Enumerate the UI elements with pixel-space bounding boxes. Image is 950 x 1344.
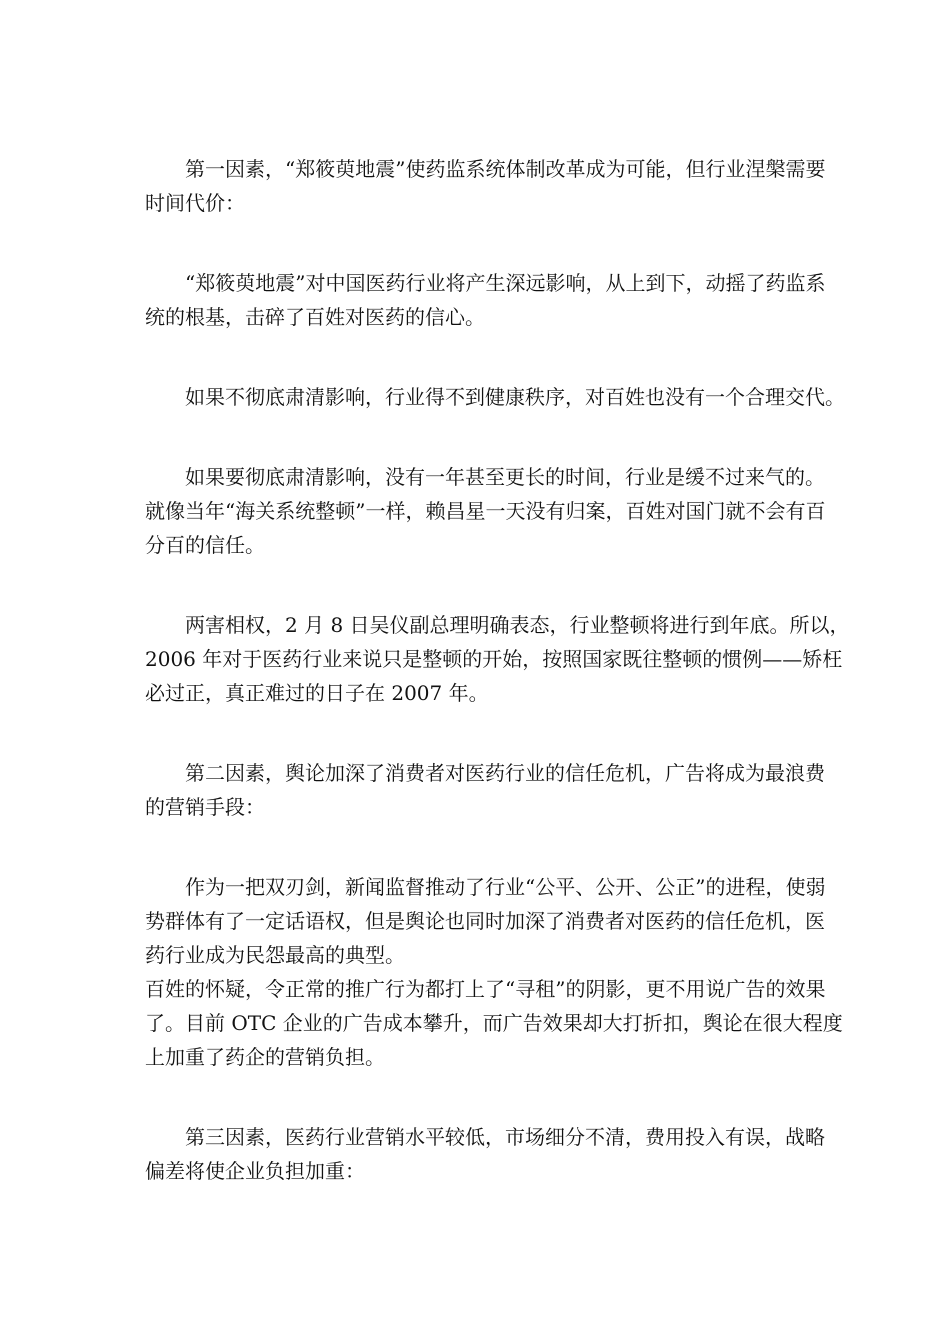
text-line: 势群体有了一定话语权，但是舆论也同时加深了消费者对医药的信任危机，医 bbox=[145, 909, 825, 933]
text-line: 百姓的怀疑，令正常的推广行为都打上了“寻租”的阴影，更不用说广告的效果 bbox=[145, 977, 826, 1001]
text-line: 分百的信任。 bbox=[145, 533, 265, 557]
text-line: 如果要彻底肃清影响，没有一年甚至更长的时间，行业是缓不过来气的。 bbox=[185, 465, 825, 489]
text-line: “郑筱萸地震”对中国医药行业将产生深远影响，从上到下，动摇了药监系 bbox=[185, 271, 826, 295]
text-line: 了。目前 OTC 企业的广告成本攀升，而广告效果却大打折扣，舆论在很大程度 bbox=[145, 1011, 843, 1035]
paragraph-factor-two bbox=[145, 756, 825, 824]
text-line: 作为一把双刃剑，新闻监督推动了行业“公平、公开、公正”的进程，使弱 bbox=[185, 875, 826, 899]
text-line: 上加重了药企的营销负担。 bbox=[145, 1045, 385, 1069]
text-line: 的营销手段： bbox=[145, 795, 265, 819]
text-line: 2006 年对于医药行业来说只是整顿的开始，按照国家既往整顿的惯例——矫枉 bbox=[145, 647, 843, 671]
text-line: 第三因素，医药行业营销水平较低，市场细分不清，费用投入有误，战略 bbox=[185, 1125, 825, 1149]
text-line: 时间代价： bbox=[145, 191, 245, 215]
paragraph-no-cleanup bbox=[145, 380, 845, 414]
document-body bbox=[145, 152, 850, 1234]
paragraph-rectification bbox=[145, 608, 850, 710]
text-line: 第二因素，舆论加深了消费者对医药行业的信任危机，广告将成为最浪费 bbox=[185, 761, 825, 785]
paragraph-factor-one bbox=[145, 152, 826, 220]
paragraph-factor-three bbox=[145, 1120, 825, 1188]
text-line: 第一因素，“郑筱萸地震”使药监系统体制改革成为可能，但行业涅槃需要 bbox=[185, 157, 826, 181]
text-line: 药行业成为民怨最高的典型。 bbox=[145, 943, 405, 967]
text-line: 偏差将使企业负担加重： bbox=[145, 1159, 365, 1183]
paragraph-double-edged-sword bbox=[145, 870, 843, 1074]
text-line: 如果不彻底肃清影响，行业得不到健康秩序，对百姓也没有一个合理交代。 bbox=[185, 385, 845, 409]
text-line: 两害相权，2 月 8 日吴仪副总理明确表态，行业整顿将进行到年底。所以， bbox=[185, 613, 850, 637]
text-line: 统的根基，击碎了百姓对医药的信心。 bbox=[145, 305, 485, 329]
paragraph-cleanup-time bbox=[145, 460, 826, 562]
paragraph-earthquake-impact bbox=[145, 266, 826, 334]
text-line: 必过正，真正难过的日子在 2007 年。 bbox=[145, 681, 489, 705]
text-line: 就像当年“海关系统整顿”一样，赖昌星一天没有归案，百姓对国门就不会有百 bbox=[145, 499, 826, 523]
